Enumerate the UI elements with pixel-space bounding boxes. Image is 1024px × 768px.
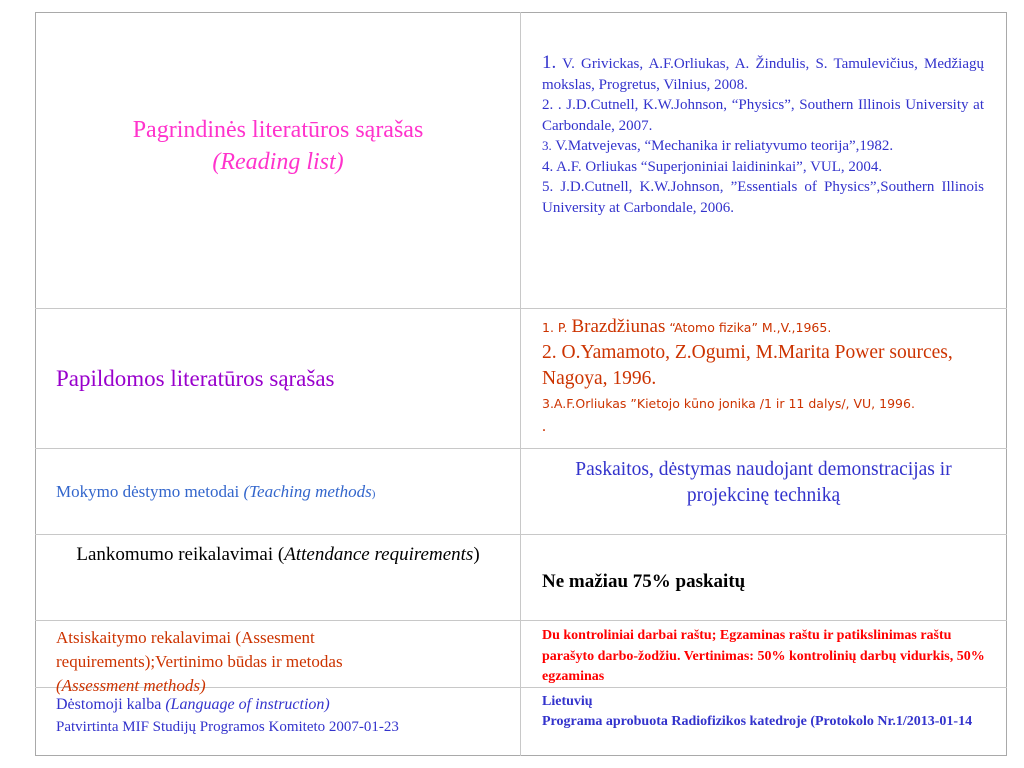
reading-list-label-cell	[36, 13, 520, 308]
teaching-methods-label: Mokymo dėstymo metodai (Teaching methods)	[56, 481, 376, 501]
assessment-value: Du kontroliniai darbai raštu; Egzaminas raštu ir patikslinimas raštu parašyto darbo-žodžiu. Vertinimas: 50% kontrolinių darbų vidurkis, 50% egzaminas	[542, 628, 985, 684]
language-value-cell	[521, 688, 1006, 756]
additional-list-items-cell	[521, 309, 1006, 448]
attendance-label: Lankomumo reikalavimai (Attendance requirements)	[76, 544, 480, 565]
reading-list-items-cell	[521, 13, 1006, 308]
assessment-label-line: (Assessment methods)	[56, 676, 206, 695]
list-item: 5. J.D.Cutnell, K.W.Johnson, ”Essentials of Physics”,Southern Illinois University at Carbondale, 2006.	[542, 179, 984, 216]
attendance-value-cell	[521, 535, 1006, 620]
attendance-label-cell	[36, 535, 520, 620]
reading-list-title: Pagrindinės literatūros sąrašas	[132, 116, 424, 143]
assessment-value-cell	[521, 621, 1006, 687]
list-item: 3.A.F.Orliukas ”Kietojo kūno jonika /1 ir 11 dalys/, VU, 1996.	[542, 396, 915, 411]
language-label-cell	[36, 688, 520, 756]
list-item: 2. O.Yamamoto, Z.Ogumi, M.Marita Power sources, Nagoya, 1996.	[542, 342, 953, 389]
list-item: 3. V.Matvejevas, “Mechanika ir reliatyvumo teorija”,1982.	[542, 138, 894, 154]
assessment-label-line: Atsiskaitymo rekalavimai (Assesment	[56, 628, 315, 647]
teaching-methods-value-cell	[521, 449, 1006, 534]
attendance-value: Ne mažiau 75% paskaitų	[542, 570, 746, 592]
list-item: 1. P. Brazdžiunas “Atomo fizika” M.,V.,1965.	[542, 316, 832, 337]
program-approval: Programa aprobuota Radiofizikos katedroje (Protokolo Nr.1/2013-01-14	[542, 714, 973, 729]
language-value: Lietuvių	[542, 694, 593, 709]
assessment-label-line: requirements);Vertinimo būdas ir metodas	[56, 652, 343, 671]
list-item: .	[542, 418, 546, 435]
reading-list-subtitle: (Reading list)	[212, 148, 344, 175]
additional-list-title: Papildomos literatūros sąrašas	[56, 365, 335, 391]
approval-note: Patvirtinta MIF Studijų Programos Komiteto 2007-01-23	[56, 719, 399, 735]
list-item: 2. . J.D.Cutnell, K.W.Johnson, “Physics”, Southern Illinois University at Carbondale, 2007.	[542, 97, 984, 134]
assessment-label-cell	[36, 621, 520, 695]
language-label: Dėstomoji kalba (Language of instruction)	[56, 696, 330, 713]
teaching-methods-label-cell	[36, 449, 520, 534]
reading-list-heading	[133, 114, 424, 178]
list-item: 1. V. Grivickas, A.F.Orliukas, A. Žindulis, S. Tamulevičius, Medžiagų mokslas, Progretus, Vilnius, 2008.	[542, 52, 984, 93]
list-item: 4. A.F. Orliukas “Superjoniniai laidininkai”, VUL, 2004.	[542, 158, 883, 175]
teaching-methods-value: Paskaitos, dėstymas naudojant demonstracijas ir projekcinę techniką	[575, 459, 952, 506]
additional-list-label-cell	[36, 309, 520, 448]
